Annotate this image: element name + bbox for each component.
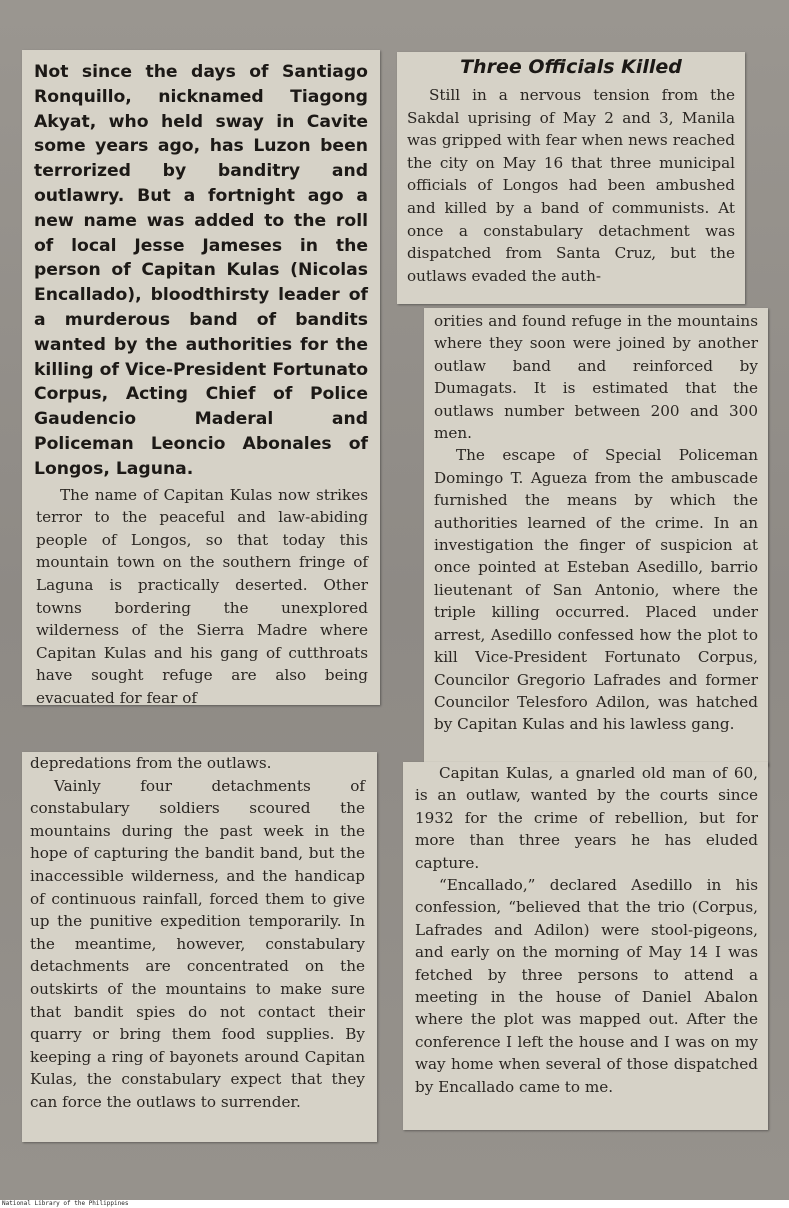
article-paragraph-1-continued: depredations from the outlaws. [30, 754, 272, 772]
article-paragraph-1: The name of Capitan Kulas now strikes terror to the peaceful and law-abiding people of Longos, so that today this mountain town on the southern fringe of Laguna is practically deserted. Other towns bordering the unexplored wilderness of the Sierra Madre where Capitan Kulas and his gang of cutthroats have sought refuge are also being evacuated for fear of [36, 485, 368, 707]
clipping-lead [22, 50, 380, 705]
article-paragraph-6: “Encallado,” declared Asedillo in his confession, “believed that the trio (Corpus, Lafrades and Adilon) were stool-pigeons, and early on the morning of May 14 I was fetched by three persons to attend a meeting in the house of Daniel Abalon where the plot was mapped out. After the conference I left the house and I was on my way home when several of those dispatched by Encallado came to me. [415, 876, 758, 1096]
clipping-confession [403, 762, 768, 1130]
article-paragraph-2: Vainly four detachments of constabulary soldiers scoured the mountains during the past week in the hope of capturing the bandit band, but the inaccessible wilderness, and the handicap of continuous rainfall, forced them to give up the punitive expedition temporarily. In the meantime, however, constabulary detachments are concentrated on the outskirts of the mountains to make sure that bandit spies do not contact their quarry or bring them food supplies. By keeping a ring of bayonets around Capitan Kulas, the constabulary expect that they can force the outlaws to surrender. [30, 776, 365, 1111]
article-paragraph-5: Capitan Kulas, a gnarled old man of 60, is an outlaw, wanted by the courts since 1932 for the crime of rebellion, but for more than three years he has eluded capture. [415, 764, 758, 872]
article-paragraph-3-continued: orities and found refuge in the mountains where they soon were joined by another outlaw band and reinforced by Dumagats. It is estimated that the outlaws number between 200 and 300 men. [434, 312, 758, 443]
clipping-investigation [424, 308, 768, 766]
clipping-subhead [397, 52, 745, 304]
article-paragraph-3: Still in a nervous tension from the Sakdal uprising of May 2 and 3, Manila was gripped with fear when news reached the city on May 16 that three municipal officials of Longos had been ambushed and killed by a band of communists. At once a constabulary detachment was dispatched from Santa Cruz, but the outlaws evaded the auth- [407, 86, 735, 285]
subheading: Three Officials Killed [460, 56, 682, 78]
lead-paragraph: Not since the days of Santiago Ronquillo, nicknamed Tiagong Akyat, who held sway in Cavite some years ago, has Luzon been terrorized by banditry and outlawry. But a fortnight ago a new name was added to the roll of local Jesse Jameses in the person of Capitan Kulas (Nicolas Encallado), bloodthirsty leader of a murderous band of bandits wanted by the authorities for the killing of Vice-President Fortunato Corpus, Acting Chief of Police Gaudencio Maderal and Policeman Leoncio Abonales of Longos, Laguna. [34, 62, 368, 479]
article-paragraph-4: The escape of Special Policeman Domingo T. Agueza from the ambuscade furnished the means by which the authorities learned of the crime. In an investigation the finger of suspicion at once pointed at Esteban Asedillo, barrio lieutenant of San Antonio, where the triple killing occurred. Placed under arrest, Asedillo confessed how the plot to kill Vice-President Fortunato Corpus, Councilor Gregorio Lafrades and former Councilor Telesforo Adilon, was hatched by Capitan Kulas and his lawless gang. [434, 446, 758, 734]
library-credit: National Library of the Philippines [0, 1200, 789, 1208]
clipping-constabulary [22, 752, 377, 1142]
